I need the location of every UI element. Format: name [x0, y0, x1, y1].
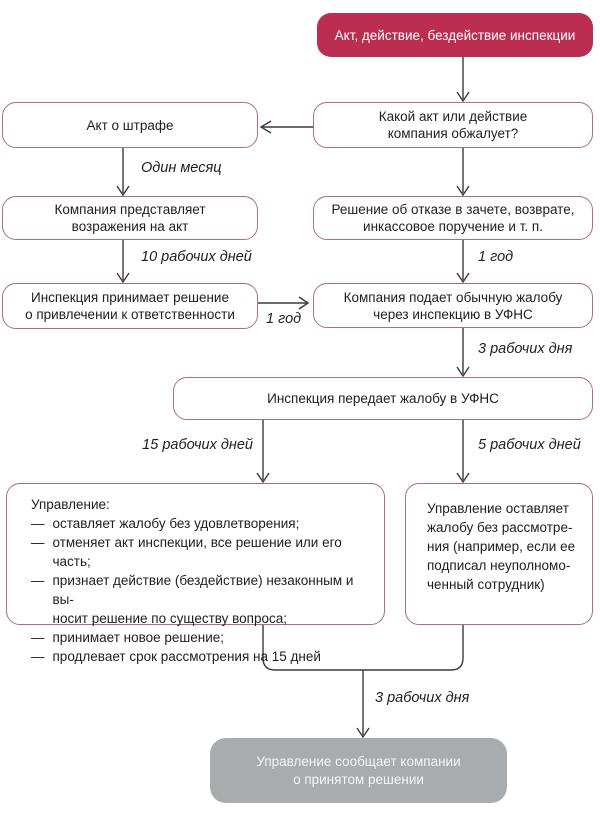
node-text: о привлечении к ответственности — [25, 307, 235, 322]
node-text: через инспекцию в УФНС — [373, 306, 533, 322]
arrowhead-down-icon — [457, 367, 469, 376]
arrowhead-down-icon — [357, 728, 369, 737]
node-text: ния (например, если ее — [427, 539, 576, 554]
node-text: Инспекция передает жалобу в УФНС — [267, 391, 499, 406]
edge-label-1-year-right: 1 год — [478, 249, 514, 265]
node-text: о принятом решении — [293, 771, 424, 787]
edge-label-5-working-days: 5 рабочих дней — [478, 437, 581, 453]
list-item-text: оставляет жалобу без удовлетворения; — [52, 516, 300, 531]
list-item-text: продлевает срок рассмотрения на 15 дней — [52, 649, 321, 664]
node-title: Управление: — [31, 497, 110, 512]
edge-label-3-working-days-bottom: 3 рабочих дня — [375, 690, 470, 706]
list-item — [31, 514, 299, 533]
node-text: подписал неуполномо- — [427, 558, 571, 573]
node-text: Какой акт или действие — [378, 109, 528, 124]
node-text: Управление оставляет — [427, 501, 569, 516]
node-refusal-decision — [313, 196, 593, 240]
node-text: Решение об отказе в зачете, возврате, — [331, 202, 575, 217]
list-item-text: принимает новое решение; — [52, 630, 224, 645]
dash-icon: — — [31, 630, 45, 645]
arrowhead-right-icon — [299, 297, 308, 309]
node-final-notification — [210, 738, 507, 803]
arrowhead-down-icon — [457, 186, 469, 195]
node-text: Акт о штрафе — [86, 117, 174, 133]
list-item — [31, 533, 372, 571]
list-item — [31, 628, 224, 647]
node-text: ченный сотрудник) — [427, 577, 545, 592]
node-company-complaint — [313, 283, 593, 328]
node-text: Компания представляет — [54, 202, 206, 217]
edge-label-15-working-days: 15 рабочих дней — [142, 437, 253, 453]
node-text: Акт, действие, бездействие инспекции — [334, 27, 576, 43]
node-company-objections — [2, 196, 258, 240]
dash-icon: — — [31, 516, 45, 531]
node-management-outcomes — [6, 483, 385, 664]
node-inspection-decision — [2, 283, 258, 329]
node-text: жалобу без рассмотре- — [427, 520, 573, 535]
list-item — [31, 571, 372, 628]
edge-label-one-month: Один месяц — [141, 160, 222, 176]
dash-icon: — — [31, 535, 45, 550]
node-text: инкассовое поручение и т. п. — [363, 219, 543, 234]
list-item-text: признает действие (бездействие) незаконным и вы- — [52, 573, 354, 607]
node-complaint-left-unreviewed — [405, 483, 593, 625]
dash-icon: — — [31, 649, 45, 664]
arrowhead-down-icon — [457, 473, 469, 482]
arrowhead-down-icon — [257, 473, 269, 482]
arrowhead-down-icon — [117, 273, 129, 282]
edge-label-10-working-days: 10 рабочих дней — [141, 249, 252, 265]
node-text: Инспекция принимает решение — [31, 290, 229, 305]
node-text: компания обжалует? — [387, 126, 519, 141]
node-text: возражения на акт — [71, 219, 189, 234]
arrowhead-down-icon — [457, 273, 469, 282]
list-item-text: носит решение по существу вопроса; — [52, 611, 288, 626]
list-item — [31, 647, 321, 666]
arrowhead-down-icon — [117, 186, 129, 195]
node-text: Компания подает обычную жалобу — [343, 289, 563, 305]
arrowhead-left-icon — [261, 121, 271, 133]
node-which-act-question — [313, 102, 593, 148]
node-inspection-act — [317, 13, 593, 57]
node-transfer-to-ufns — [173, 377, 593, 420]
edge-label-3-working-days-top: 3 рабочих дня — [478, 341, 573, 357]
dash-icon: — — [31, 573, 45, 588]
node-text: Управление сообщает компании — [256, 753, 461, 769]
list-item-text: отменяет акт инспекции, все решение или его часть; — [52, 535, 342, 569]
node-fine-act — [2, 102, 258, 148]
arrowhead-down-icon — [457, 92, 469, 101]
edge-label-1-year-left: 1 год — [266, 311, 302, 327]
